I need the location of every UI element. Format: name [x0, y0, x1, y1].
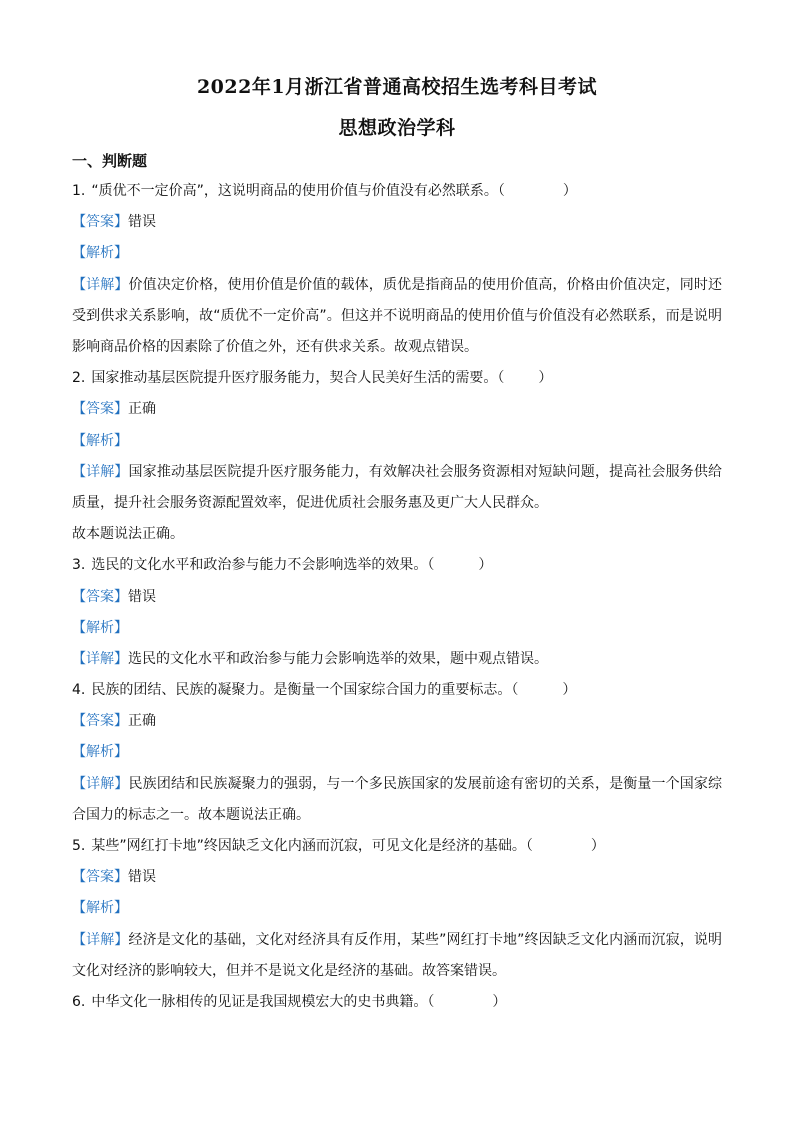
question-text: “质优不一定价高”，这说明商品的使用价值与价值没有必然联系。: [91, 183, 498, 199]
exam-title: 2022年1月浙江省普通高校招生选考科目考试: [196, 76, 598, 98]
analysis-tag: 【解析】: [72, 744, 128, 761]
exam-subject: 思想政治学科: [338, 117, 456, 139]
answer-value: 错误: [128, 869, 156, 886]
detail-tag: 【详解】: [72, 463, 129, 480]
analysis-line: [72, 893, 722, 924]
question-number: 3.: [72, 557, 86, 574]
question-number: 4.: [72, 682, 86, 699]
answer-blank-close: ）: [562, 682, 577, 699]
detail-text: 价值决定价格，使用价值是价值的载体，质优是指商品的使用价值高，价格由价值决定，同时还受到供求关系影响，故“质优不一定价高”。但这并不说明商品的使用价值与价值没有必然联系，而是说明影响商品价格的因素除了价值之外，还有供求关系。故观点错误。: [72, 276, 722, 355]
detail-paragraph: [72, 925, 722, 987]
detail-paragraph: [72, 769, 722, 831]
detail-tag: 【详解】: [72, 775, 129, 792]
analysis-line: [72, 737, 722, 768]
answer-value: 正确: [128, 401, 156, 418]
answer-tag: 【答案】: [72, 214, 128, 231]
question-text: 国家推动基层医院提升医疗服务能力，契合人民美好生活的需要。: [91, 370, 498, 387]
answer-blank-open: （: [525, 838, 533, 855]
question-stem: [72, 176, 722, 207]
answer-blank-open: （: [511, 682, 519, 699]
question-stem: [72, 831, 722, 862]
analysis-line: [72, 238, 722, 269]
conclusion-line: 故本题说法正确。: [72, 526, 184, 543]
answer-blank-open: （: [497, 370, 505, 387]
answer-line: [72, 582, 722, 613]
answer-line: [72, 207, 722, 238]
answer-blank-close: ）: [538, 370, 553, 387]
question-text: 中华文化一脉相传的见证是我国规模宏大的史书典籍。: [91, 994, 428, 1011]
question-stem: [72, 987, 722, 1018]
detail-text: 经济是文化的基础，文化对经济具有反作用，某些”网红打卡地”终因缺乏文化内涵而沉寂，说明文化对经济的影响较大，但并不是说文化是经济的基础。故答案错误。: [72, 931, 722, 979]
analysis-line: [72, 426, 722, 457]
detail-text: 民族团结和民族凝聚力的强弱，与一个多民族国家的发展前途有密切的关系，是衡量一个国家综合国力的标志之一。故本题说法正确。: [72, 775, 722, 823]
answer-line: [72, 706, 722, 737]
question-text: 民族的团结、民族的凝聚力。是衡量一个国家综合国力的重要标志。: [91, 682, 512, 699]
answer-value: 正确: [128, 713, 156, 730]
question-number: 6.: [72, 994, 86, 1011]
answer-tag: 【答案】: [72, 713, 128, 730]
question-number: 5.: [72, 838, 86, 855]
analysis-tag: 【解析】: [72, 619, 128, 636]
analysis-tag: 【解析】: [72, 245, 128, 262]
question-text: 某些”网红打卡地”终因缺乏文化内涵而沉寂，可见文化是经济的基础。: [91, 838, 526, 855]
question-stem: [72, 675, 722, 706]
answer-blank-open: （: [427, 557, 435, 574]
answer-blank-close: ）: [590, 838, 605, 855]
answer-tag: 【答案】: [72, 401, 128, 418]
answer-blank-close: ）: [562, 183, 577, 199]
detail-paragraph: [72, 270, 722, 364]
answer-blank-close: ）: [478, 557, 493, 574]
analysis-tag: 【解析】: [72, 900, 128, 917]
detail-tag: 【详解】: [72, 931, 129, 948]
question-number: 1.: [72, 183, 86, 199]
analysis-line: [72, 613, 722, 644]
detail-paragraph: [72, 457, 722, 519]
analysis-tag: 【解析】: [72, 432, 128, 449]
detail-tag: 【详解】: [72, 650, 128, 667]
detail-text: 国家推动基层医院提升医疗服务能力，有效解决社会服务资源相对短缺问题，提高社会服务供给质量，提升社会服务资源配置效率，促进优质社会服务惠及更广大人民群众。: [72, 463, 722, 511]
answer-tag: 【答案】: [72, 588, 128, 605]
detail-paragraph: [72, 644, 722, 675]
answer-line: [72, 394, 722, 425]
question-list: [72, 176, 722, 1018]
answer-value: 错误: [128, 588, 156, 605]
question-stem: [72, 550, 722, 581]
detail-tag: 【详解】: [72, 276, 129, 293]
answer-line: [72, 862, 722, 893]
answer-blank-open: （: [427, 994, 435, 1011]
detail-text: 选民的文化水平和政治参与能力会影响选举的效果，题中观点错误。: [128, 650, 548, 667]
answer-value: 错误: [128, 214, 156, 231]
question-text: 选民的文化水平和政治参与能力不会影响选举的效果。: [91, 557, 428, 574]
question-number: 2.: [72, 370, 86, 387]
section-heading: 一、判断题: [72, 152, 148, 170]
answer-blank-open: （: [497, 183, 505, 199]
question-stem: [72, 363, 722, 394]
answer-blank-close: ）: [492, 994, 507, 1011]
answer-tag: 【答案】: [72, 869, 128, 886]
